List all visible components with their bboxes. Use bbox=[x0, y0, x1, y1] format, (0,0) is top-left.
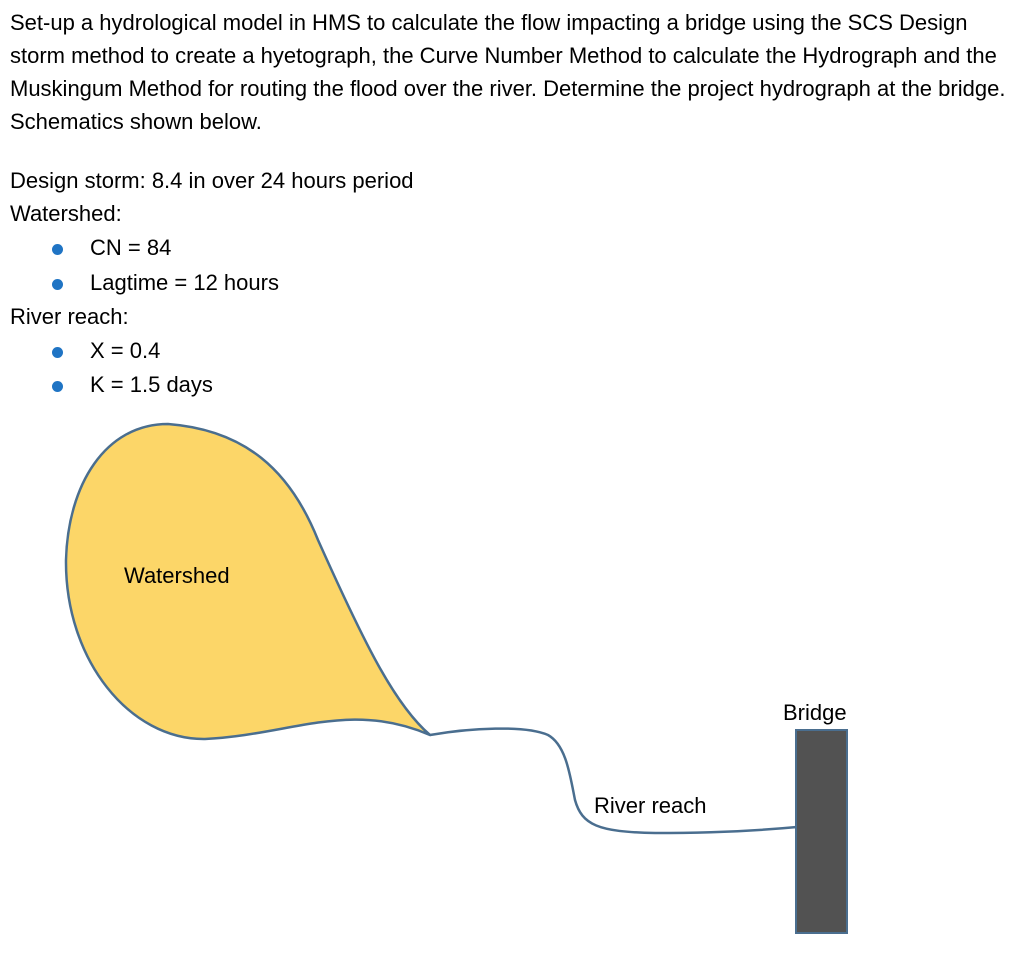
watershed-heading: Watershed: bbox=[10, 201, 122, 226]
river-reach-heading: River reach: bbox=[10, 304, 129, 329]
river-x-text: X = 0.4 bbox=[90, 338, 161, 363]
watershed-label: Watershed bbox=[124, 563, 230, 588]
bridge-block bbox=[796, 730, 847, 933]
watershed-shape bbox=[66, 424, 430, 739]
river-reach-label: River reach bbox=[594, 793, 707, 818]
design-storm-line: Design storm: 8.4 in over 24 hours period bbox=[10, 168, 414, 193]
watershed-lagtime-text: Lagtime = 12 hours bbox=[90, 270, 279, 295]
river-k-text: K = 1.5 days bbox=[90, 372, 213, 397]
problem-statement: Set-up a hydrological model in HMS to calculate the flow impacting a bridge using the SCS Design storm method to create a hyetograph, the Curve Number Method to calculate the Hydrograph and the Muskingum Method for routing the flood over the river. Determine the project hydrograph at the bridge. Schematics shown below. bbox=[10, 10, 1006, 134]
bridge-label: Bridge bbox=[783, 700, 847, 725]
watershed-cn-text: CN = 84 bbox=[90, 235, 172, 260]
